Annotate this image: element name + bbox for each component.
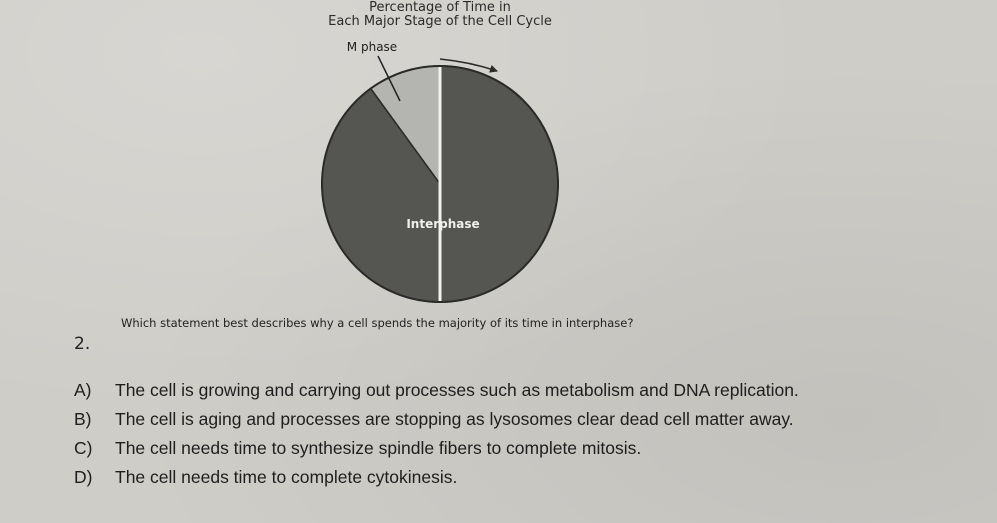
slice-label-m-phase: M phase: [346, 40, 398, 54]
slice-label-interphase: Interphase: [406, 217, 480, 231]
option-text: The cell is growing and carrying out processes such as metabolism and DNA replication.: [115, 380, 799, 400]
answer-option-c[interactable]: [74, 438, 984, 467]
option-letter: C): [74, 438, 93, 458]
option-letter: A): [74, 380, 92, 400]
option-letter: B): [74, 409, 92, 429]
question-text: Which statement best describes why a cell spends the majority of its time in interphase?: [121, 316, 634, 330]
pie-chart-svg: [300, 34, 580, 314]
answer-option-b[interactable]: [74, 409, 984, 438]
answer-options: [74, 380, 984, 496]
answer-option-a[interactable]: [74, 380, 984, 409]
chart-title: Percentage of Time in: [369, 0, 511, 15]
answer-option-d[interactable]: [74, 467, 984, 496]
chart-subtitle: Each Major Stage of the Cell Cycle: [328, 14, 552, 29]
option-text: The cell is aging and processes are stopping as lysosomes clear dead cell matter away.: [115, 409, 794, 429]
option-text: The cell needs time to complete cytokinesis.: [115, 467, 458, 487]
option-letter: D): [74, 467, 93, 487]
option-text: The cell needs time to synthesize spindle fibers to complete mitosis.: [115, 438, 642, 458]
question-number: 2.: [74, 334, 91, 354]
pie-chart: [300, 34, 580, 314]
